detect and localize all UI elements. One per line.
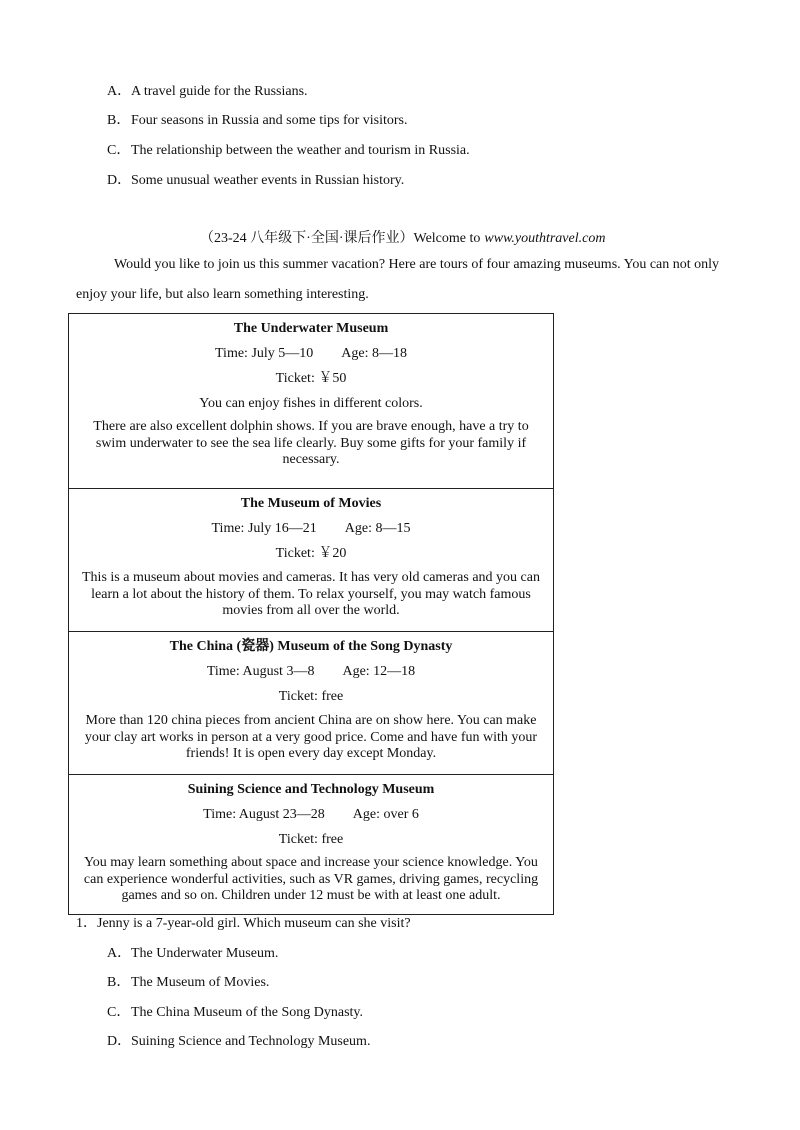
museum-name: The Museum of Movies [240,496,382,511]
option-letter: A． [107,84,132,99]
museum-name: The Underwater Museum [233,321,389,336]
museum-time-age [79,345,543,363]
museum-ticket: Ticket: free [278,832,344,847]
museum-age: Age: 8—18 [341,346,407,361]
museum-age: Age: over 6 [352,807,419,822]
question-option-d[interactable] [107,1030,370,1050]
museum-extra: You can enjoy fishes in different colors. [199,396,423,411]
museum-cell-science [69,774,553,914]
question-1-stem: 1．Jenny is a 7-year-old girl. Which museum can she visit? [76,916,411,931]
museum-ticket: Ticket: ￥20 [275,546,347,561]
option-text: The China Museum of the Song Dynasty. [131,1005,364,1020]
option-text: The Underwater Museum. [131,946,279,961]
museum-time-age [79,520,543,538]
museum-cell-china [69,631,553,774]
museum-time-age [79,663,543,681]
museum-name: Suining Science and Technology Museum [187,782,435,797]
prev-option-d [107,169,404,189]
option-letter: C． [107,1005,131,1020]
museum-table [68,313,554,915]
museum-time: Time: August 23—28 [203,807,325,822]
question-option-b[interactable] [107,971,269,991]
passage-source-line [200,227,605,247]
question-option-c[interactable] [107,1001,363,1021]
option-letter: D． [107,1034,132,1049]
option-letter: A． [107,946,132,961]
option-letter: B． [107,113,131,128]
option-text: A travel guide for the Russians. [131,84,308,99]
museum-time-age [79,806,543,824]
museum-time: Time: August 3—8 [206,664,315,679]
museum-description: You may learn something about space and increase your science knowledge. You can experience wonderful activities, such as VR games, driving games, recycling games and so on. Children under 12 must be with at least one adult. [83,855,539,903]
option-letter: C． [107,143,131,158]
museum-description: More than 120 china pieces from ancient China are on show here. You can make your clay art works in person at a very good price. Come and have fun with your friends! It is open every day except Monday. [84,713,538,761]
museum-name: The China (瓷器) Museum of the Song Dynasty [169,639,453,654]
museum-time: Time: July 16—21 [211,521,317,536]
option-text: Four seasons in Russia and some tips for visitors. [131,113,408,128]
museum-cell-movies [69,488,553,631]
museum-age: Age: 12—18 [342,664,416,679]
passage-source: （23-24 八年级下·全国·课后作业）Welcome to [200,231,481,246]
museum-ticket: Ticket: ￥50 [275,371,347,386]
intro-line-1: Would you like to join us this summer vacation? Here are tours of four amazing museums. You can not only [114,257,720,272]
museum-description: There are also excellent dolphin shows. If you are brave enough, have a try to swim underwater to see the sea life clearly. Buy some gifts for your family if necessary. [93,419,529,467]
museum-time: Time: July 5—10 [215,346,314,361]
museum-ticket: Ticket: free [278,689,344,704]
option-letter: D． [107,173,132,188]
prev-option-b [107,109,408,129]
museum-cell-underwater [69,320,553,488]
prev-option-c [107,139,470,159]
museum-description: This is a museum about movies and cameras. It has very old cameras and you can learn a lot about the history of them. To relax yourself, you may watch famous movies from all over the world. [82,570,540,618]
option-text: Some unusual weather events in Russian history. [131,173,405,188]
option-letter: B． [107,975,131,990]
option-text: The relationship between the weather and tourism in Russia. [131,143,470,158]
museum-age: Age: 8—15 [344,521,411,536]
option-text: The Museum of Movies. [131,975,270,990]
intro-line-2: enjoy your life, but also learn something interesting. [76,287,369,302]
question-option-a[interactable] [107,942,278,962]
option-text: Suining Science and Technology Museum. [131,1034,371,1049]
website-url: www.youthtravel.com [484,231,606,246]
prev-option-a [107,80,308,100]
